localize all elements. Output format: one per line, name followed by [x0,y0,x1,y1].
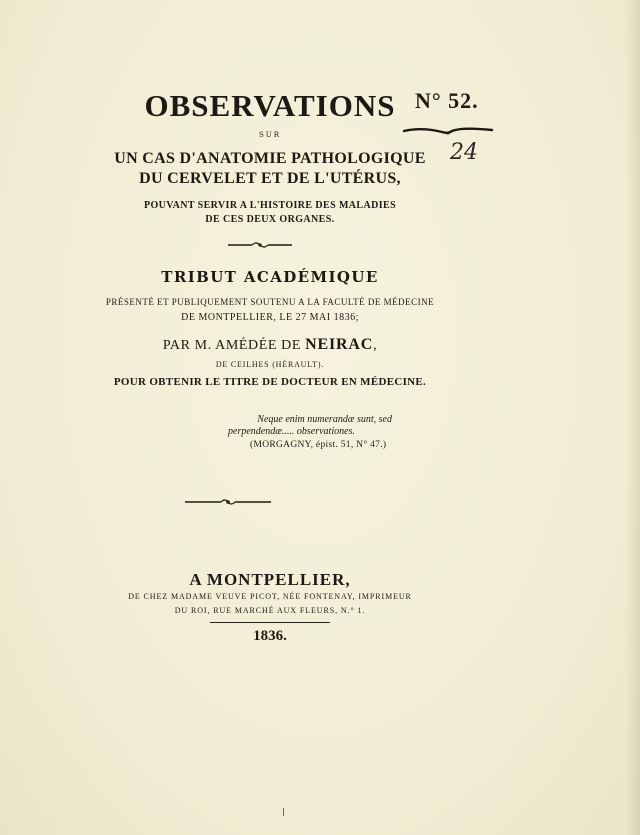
imprint-printer-line-2: DU ROI, RUE MARCHÉ AUX FLEURS, N.° 1. [174,606,366,615]
imprint-city: A MONTPELLIER, [189,570,351,589]
page-edge-shadow [626,0,640,835]
subtitle-line-1: UN CAS D'ANATOMIE PATHOLOGIQUE [114,150,426,167]
author-prefix: PAR M. AMÉDÉE DE [162,338,302,353]
subtitle-line-3: POUVANT SERVIR A L'HISTOIRE DES MALADIES [143,200,397,211]
epigraph-line-2: perpendendæ..... observationes. [228,426,355,437]
imprint-printer-line-1: DE CHEZ MADAME VEUVE PICOT, NÉE FONTENAY, IMPRIMEUR [128,592,412,601]
subtitle-line-2: DU CERVELET ET DE L'UTÉRUS, [139,170,401,187]
paper-speck [283,808,284,816]
catalogue-swoosh-icon [402,124,494,138]
catalogue-number: N° 52. [415,88,479,113]
subtitle-line-4: DE CES DEUX ORGANES. [205,214,335,225]
presentation-line-1: PRÉSENTÉ ET PUBLIQUEMENT SOUTENU A LA FACULTÉ DE MÉDECINE [105,297,435,307]
presentation-line-2: DE MONTPELLIER, LE 27 MAI 1836; [181,312,359,323]
tribut-academique-heading: TRIBUT ACADÉMIQUE [161,268,379,286]
ornament-divider-small-icon [185,497,271,507]
epigraph-line-1: Neque enim numerandæ sunt, sed [257,414,392,425]
imprint-rule [210,622,330,623]
author-name: NEIRAC [305,336,374,353]
handwritten-number: 24 [450,140,478,165]
title-connector: SUR [259,131,281,139]
author-origin: DE CEILHES (HÉRAULT). [215,360,325,369]
author-line [60,336,480,354]
author-suffix: , [373,338,378,353]
epigraph-source: (MORGAGNY, épist. 51, N° 47.) [250,440,387,450]
ornament-divider-icon [228,240,292,250]
imprint-year: 1836. [253,628,287,644]
degree-purpose: POUR OBTENIR LE TITRE DE DOCTEUR EN MÉDECINE. [113,376,427,388]
main-title: OBSERVATIONS [144,88,396,123]
